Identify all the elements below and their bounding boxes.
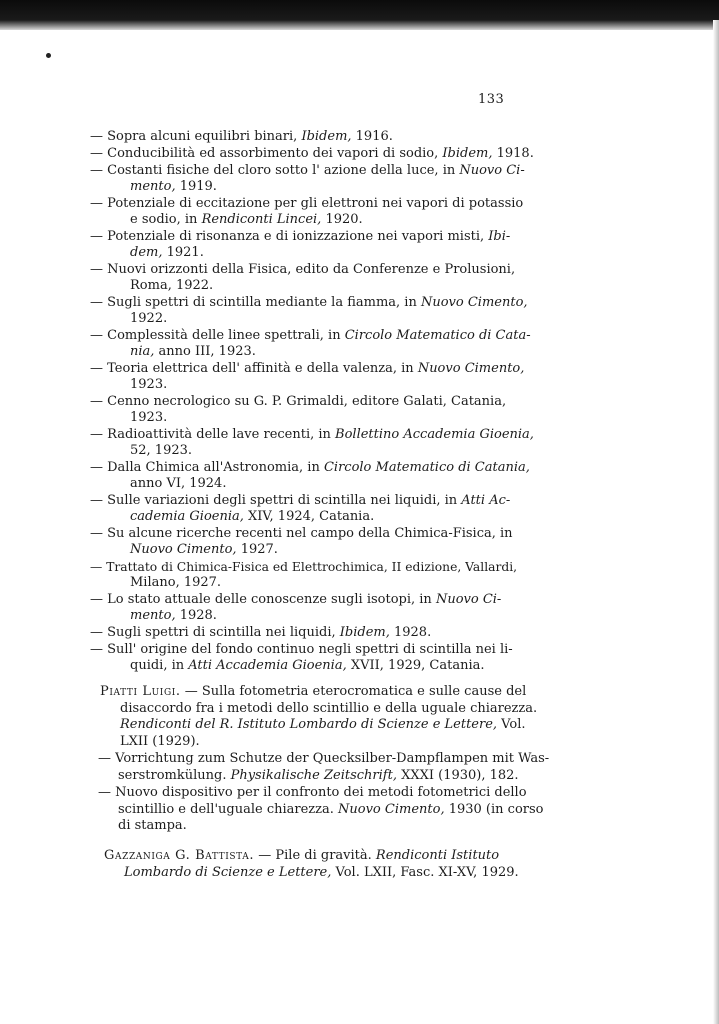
bib-entry: — Trattato di Chimica-Fisica ed Elettrochimica, II edizione, Vallardi, Milano, 1927. — [90, 560, 518, 591]
bib-entry: — Lo stato attuale delle conoscenze sugli isotopi, in Nuovo Ci- mento, 1928. — [90, 592, 502, 624]
page-number: 133 — [478, 92, 505, 107]
bib-entry: — Sugli spettri di scintilla mediante la fiamma, in Nuovo Cimento, 1922. — [90, 295, 528, 327]
bib-entry: — Nuovi orizzonti della Fisica, edito da Conferenze e Prolusioni, Roma, 1922. — [90, 262, 516, 294]
bib-entry: — Radioattività delle lave recenti, in Bollettino Accademia Gioenia, 52, 1923. — [90, 427, 534, 459]
bib-entry: — Cenno necrologico su G. P. Grimaldi, editore Galati, Catania, 1923. — [90, 394, 507, 426]
author-block-gazzaniga: Gazzaniga G. Battista. — Pile di gravità. Rendiconti Istituto Lombardo di Scienze e Lettere, Vol. LXII, Fasc. XI-XV, 1929. — [104, 848, 519, 880]
author-block-piatti: Piatti Luigi. — Sulla fotometria eterocromatica e sulle cause del disaccordo fra i metodi dello scintillio e della uguale chiarezza. Rendiconti del R. Istituto Lombardo di Scienze e Lettere, Vol. LXII (1929). — [100, 684, 538, 749]
author-name: Gazzaniga G. Battista. — [104, 848, 255, 863]
ink-dot — [46, 53, 51, 58]
bib-entry: — Vorrichtung zum Schutze der Quecksilber-Dampflampen mit Was- serstromkülung. Physikalische Zeitschrift, XXXI (1930), 182. — [98, 751, 550, 783]
bib-entry: — Potenziale di risonanza e di ionizzazione nei vapori misti, Ibi- dem, 1921. — [90, 229, 511, 261]
bib-entry: — Complessità delle linee spettrali, in Circolo Matematico di Cata- nia, anno III, 1923. — [90, 328, 531, 360]
scan-right-edge — [713, 20, 719, 1024]
bib-entry: — Nuovo dispositivo per il confronto dei metodi fotometrici dello scintillio e dell'uguale chiarezza. Nuovo Cimento, 1930 (in corso di stampa. — [98, 785, 544, 834]
scan-top-border — [0, 0, 719, 30]
bib-entry: — Sulle variazioni degli spettri di scintilla nei liquidi, in Atti Ac- cademia Gioenia, XIV, 1924, Catania. — [90, 493, 511, 525]
bib-entry: — Costanti fisiche del cloro sotto l' azione della luce, in Nuovo Ci- mento, 1919. — [90, 163, 525, 195]
bib-entry: — Su alcune ricerche recenti nel campo della Chimica-Fisica, in Nuovo Cimento, 1927. — [90, 526, 513, 558]
bib-entry: — Sugli spettri di scintilla nei liquidi, Ibidem, 1928. — [90, 625, 432, 640]
bib-entry: — Conducibilità ed assorbimento dei vapori di sodio, Ibidem, 1918. — [90, 146, 534, 161]
author-name: Piatti Luigi. — [100, 684, 181, 699]
bib-entry: — Sopra alcuni equilibri binari, Ibidem, 1916. — [90, 129, 393, 144]
bib-entry: — Dalla Chimica all'Astronomia, in Circolo Matematico di Catania, anno VI, 1924. — [90, 460, 530, 492]
bib-entry: — Potenziale di eccitazione per gli elettroni nei vapori di potassio e sodio, in Rendiconti Lincei, 1920. — [90, 196, 524, 228]
bib-entry: — Teoria elettrica dell' affinità e della valenza, in Nuovo Cimento, 1923. — [90, 361, 525, 393]
bib-entry: — Sull' origine del fondo continuo negli spettri di scintilla nei li- quidi, in Atti Accademia Gioenia, XVII, 1929, Catania. — [90, 642, 513, 674]
